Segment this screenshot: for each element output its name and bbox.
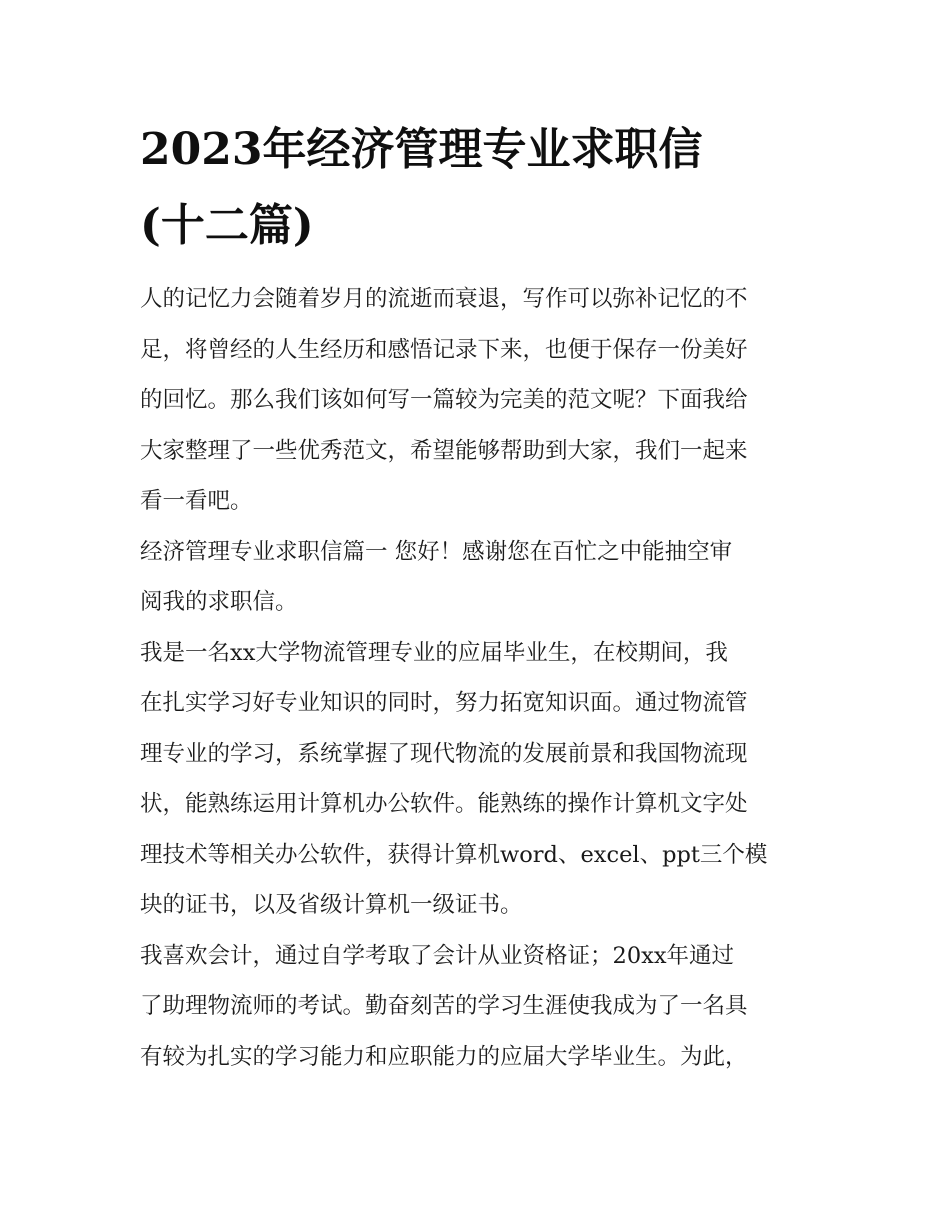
text-line: 状，能熟练运用计算机办公软件。能熟练的操作计算机文字处: [140, 791, 748, 817]
text-line: 我是一名xx大学物流管理专业的应届毕业生，在校期间，我: [140, 639, 728, 666]
document-content: [140, 112, 812, 1082]
text-line: 理专业的学习，系统掌握了现代物流的发展前景和我国物流现: [140, 740, 748, 767]
text-line: 看一看吧。: [140, 488, 253, 514]
text-line: 有较为扎实的学习能力和应职能力的应届大学毕业生。为此，: [140, 1043, 748, 1070]
text-line: 了助理物流师的考试。勤奋刻苦的学习生涯使我成为了一名具: [140, 993, 748, 1019]
text-line: 大家整理了一些优秀范文，希望能够帮助到大家，我们一起来: [140, 437, 748, 464]
text-line: 我喜欢会计，通过自学考取了会计从业资格证；20xx年通过: [140, 942, 735, 969]
text-line: 块的证书，以及省级计算机一级证书。: [140, 892, 523, 918]
title-line: 2023年经济管理专业求职信: [140, 124, 703, 175]
text-line: 足，将曾经的人生经历和感悟记录下来，也便于保存一份美好: [140, 336, 748, 363]
title-line: (十二篇): [140, 200, 314, 251]
text-line: 理技术等相关办公软件，获得计算机word、excel、ppt三个模: [140, 841, 768, 868]
paragraph-background: [140, 628, 812, 931]
paragraph-greeting: [140, 527, 812, 628]
text-line: 人的记忆力会随着岁月的流逝而衰退，写作可以弥补记忆的不: [140, 286, 748, 312]
paragraph-intro: [140, 274, 812, 527]
text-line: 阅我的求职信。: [140, 589, 298, 615]
document-body: [140, 274, 812, 1082]
paragraph-qualifications: [140, 931, 812, 1083]
text-line: 经济管理专业求职信篇一 您好！感谢您在百忙之中能抽空审: [140, 538, 733, 565]
document-title: [140, 112, 812, 264]
text-line: 在扎实学习好专业知识的同时，努力拓宽知识面。通过物流管: [140, 690, 748, 716]
text-line: 的回忆。那么我们该如何写一篇较为完美的范文呢？下面我给: [140, 387, 748, 413]
